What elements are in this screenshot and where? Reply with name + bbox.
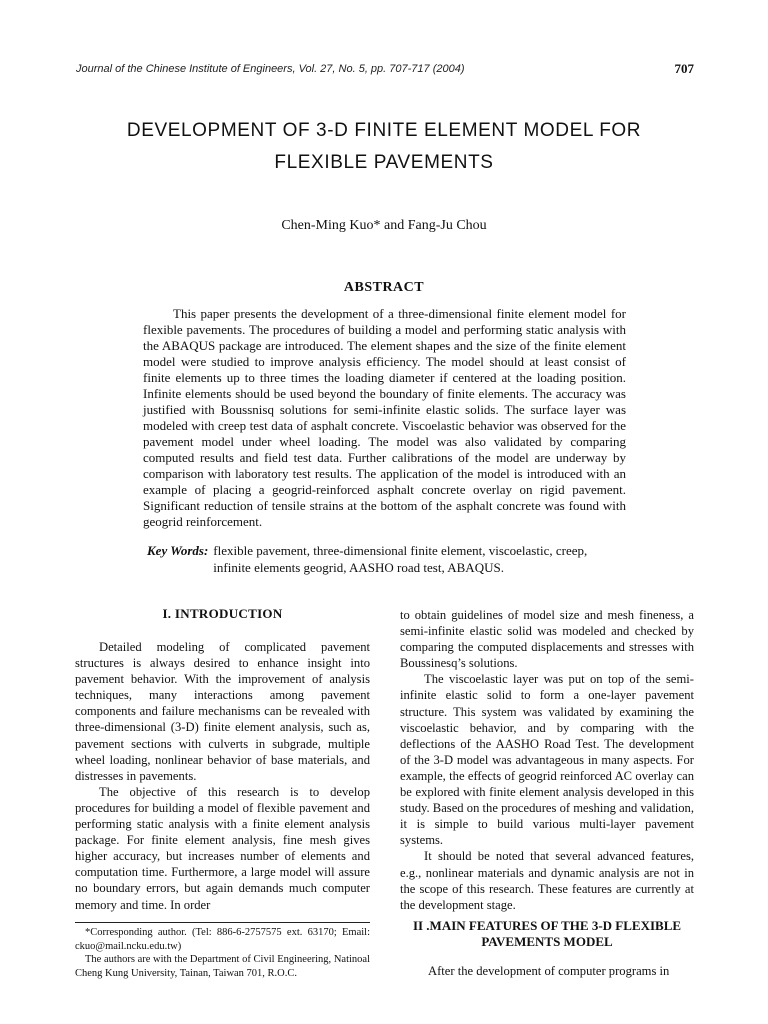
section2-body: [400, 963, 694, 979]
abstract-text: This paper presents the development of a three-dimensional finite element model for flexible pavements. The procedures of building a model and performing static analysis with the ABAQUS package are introduced. The element shapes and the size of the finite element model were studied to improve analysis efficiency. The model should at least consist of finite elements up to three times the loading diameter if centered at the loading position. Infinite elements should be used beyond the boundary of finite elements. The accuracy was justified with Boussnisq solutions for semi-infinite elastic solids. The surface layer was modeled with creep test data of asphalt concrete. Viscoelastic behavior was observed for the pavement model under wheel loading. The model was also validated by comparing computed results and field test data. Further calibrations of the model are underway by comparison with laboratory test results. The application of the model is introduced with an example of placing a geogrid-reinforced asphalt concrete overlay on rigid pavement. Significant reduction of tensile strains at the bottom of the asphalt concrete was found with geogrid reinforcement.: [143, 306, 626, 529]
keywords-label: Key Words:: [147, 543, 209, 558]
section-heading-introduction: I. INTRODUCTION: [162, 606, 283, 621]
paper-title: [60, 115, 708, 179]
section2-paragraph-1: After the development of computer programs in: [428, 964, 670, 978]
right-column: [400, 607, 694, 913]
footnote-divider: [75, 922, 370, 923]
title-line-1: DEVELOPMENT OF 3-D FINITE ELEMENT MODEL FOR: [126, 120, 642, 141]
intro-paragraph-2: The objective of this research is to develop procedures for building a model of flexible pavement and performing static analysis with a finite element analysis package. For finite element analysis, fine mesh gives higher accuracy, but increases number of elements and computation time. Furthermore, a large model will assure no boundary errors, but again demands much computer memory and time. In order: [75, 784, 370, 912]
intro-paragraph-1: Detailed modeling of complicated pavement structures is always desired to enhance insight into pavement behavior. With the improvement of analysis techniques, many interactions among pavement components and failure mechanisms can be revealed with three-dimensional (3-D) finite element analysis, such as, pavement sections with culverts in subgrade, multiple wheel loading, nonlinear behavior of base materials, and distresses in pavements.: [75, 640, 370, 783]
abstract-body: [143, 306, 626, 530]
intro-paragraph-5: It should be noted that several advanced features, e.g., nonlinear materials and dynamic analysis are not in the scope of this research. These features are currently at the development stage.: [400, 849, 694, 912]
intro-paragraph-4: The viscoelastic layer was put on top of the semi-infinite elastic solid to form a one-layer pavement structure. This system was validated by examining the viscoelastic behavior, and by comparing with the deflections of the AASHO Road Test. The development of the 3-D model was advantageous in many aspects. For example, the effects of geogrid reinforced AC overlay can be explored with finite element analysis developed in this study. Based on the procedures of meshing and validation, it is simple to build various multi-layer pavement systems.: [400, 672, 694, 848]
keywords: [147, 542, 627, 576]
abstract-heading: ABSTRACT: [343, 280, 425, 295]
author-list: Chen-Ming Kuo* and Fang-Ju Chou: [281, 218, 487, 233]
section2-heading-line-1: II .MAIN FEATURES OF THE 3-D FLEXIBLE: [412, 918, 682, 933]
keywords-text: flexible pavement, three-dimensional finite element, viscoelastic, creep, infinite elements geogrid, AASHO road test, ABAQUS.: [213, 543, 588, 575]
intro-paragraph-3: to obtain guidelines of model size and mesh fineness, a semi-infinite elastic solid was modeled and checked by comparing the computed displacements and stresses with Boussinesq’s solutions.: [400, 608, 694, 671]
footnote-corresponding-author: *Corresponding author. (Tel: 886-6-2757575 ext. 63170; Email: ckuo@mail.ncku.edu.tw): [75, 927, 370, 952]
left-column: [75, 606, 370, 913]
page-number: 707: [674, 61, 694, 76]
title-line-2: FLEXIBLE PAVEMENTS: [274, 152, 494, 173]
journal-citation: Journal of the Chinese Institute of Engineers, Vol. 27, No. 5, pp. 707-717 (2004): [76, 63, 465, 75]
footnote: [75, 926, 370, 980]
section2-heading-line-2: PAVEMENTS MODEL: [481, 934, 613, 949]
footnote-affiliation: The authors are with the Department of Civil Engineering, Natinoal Cheng Kung University, Tainan, Taiwan 701, R.O.C.: [75, 954, 370, 979]
section-heading-main-features: [400, 918, 694, 950]
